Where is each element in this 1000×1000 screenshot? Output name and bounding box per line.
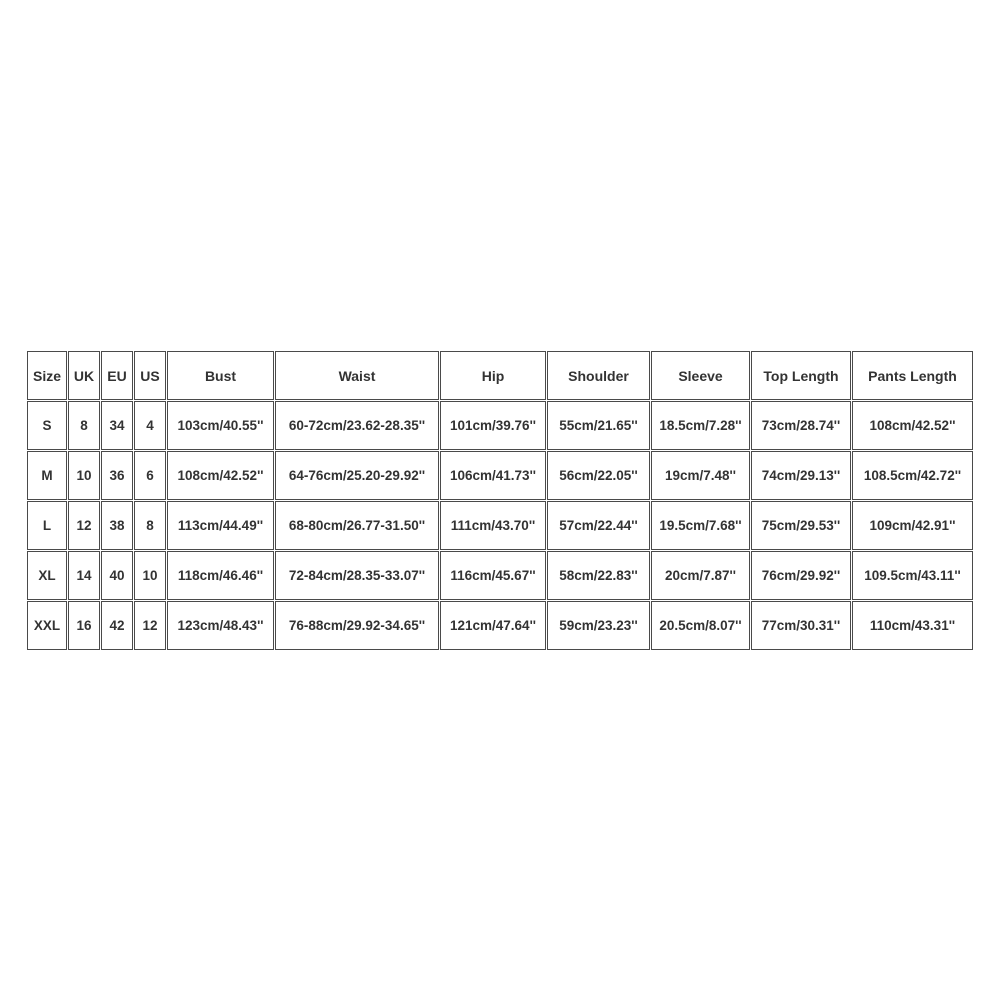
column-header-shoulder: Shoulder	[547, 351, 650, 400]
cell-xxl-sleeve: 20.5cm/8.07''	[651, 601, 750, 650]
cell-l-pants-length: 109cm/42.91''	[852, 501, 973, 550]
cell-l-size: L	[27, 501, 67, 550]
table-row-m	[27, 451, 973, 500]
cell-xl-size: XL	[27, 551, 67, 600]
table-row-l	[27, 501, 973, 550]
cell-xl-us: 10	[134, 551, 166, 600]
cell-l-sleeve: 19.5cm/7.68''	[651, 501, 750, 550]
cell-s-top-length: 73cm/28.74''	[751, 401, 851, 450]
cell-xl-bust: 118cm/46.46''	[167, 551, 274, 600]
cell-l-uk: 12	[68, 501, 100, 550]
cell-s-sleeve: 18.5cm/7.28''	[651, 401, 750, 450]
cell-s-waist: 60-72cm/23.62-28.35''	[275, 401, 439, 450]
column-header-sleeve: Sleeve	[651, 351, 750, 400]
cell-xxl-size: XXL	[27, 601, 67, 650]
size-chart-header	[27, 351, 973, 400]
size-chart-table	[26, 350, 974, 651]
cell-xl-waist: 72-84cm/28.35-33.07''	[275, 551, 439, 600]
column-header-size: Size	[27, 351, 67, 400]
cell-xxl-top-length: 77cm/30.31''	[751, 601, 851, 650]
cell-l-us: 8	[134, 501, 166, 550]
table-row-xxl	[27, 601, 973, 650]
column-header-waist: Waist	[275, 351, 439, 400]
cell-m-bust: 108cm/42.52''	[167, 451, 274, 500]
cell-xxl-us: 12	[134, 601, 166, 650]
column-header-top-length: Top Length	[751, 351, 851, 400]
cell-l-top-length: 75cm/29.53''	[751, 501, 851, 550]
cell-m-shoulder: 56cm/22.05''	[547, 451, 650, 500]
cell-s-eu: 34	[101, 401, 133, 450]
cell-xxl-bust: 123cm/48.43''	[167, 601, 274, 650]
cell-s-size: S	[27, 401, 67, 450]
cell-l-hip: 111cm/43.70''	[440, 501, 546, 550]
cell-xl-shoulder: 58cm/22.83''	[547, 551, 650, 600]
cell-s-us: 4	[134, 401, 166, 450]
cell-m-pants-length: 108.5cm/42.72''	[852, 451, 973, 500]
cell-s-shoulder: 55cm/21.65''	[547, 401, 650, 450]
column-header-bust: Bust	[167, 351, 274, 400]
cell-s-uk: 8	[68, 401, 100, 450]
column-header-hip: Hip	[440, 351, 546, 400]
column-header-us: US	[134, 351, 166, 400]
cell-m-uk: 10	[68, 451, 100, 500]
cell-s-hip: 101cm/39.76''	[440, 401, 546, 450]
table-row-xl	[27, 551, 973, 600]
cell-xl-top-length: 76cm/29.92''	[751, 551, 851, 600]
cell-l-waist: 68-80cm/26.77-31.50''	[275, 501, 439, 550]
size-chart-body	[27, 401, 973, 650]
table-row-s	[27, 401, 973, 450]
cell-l-shoulder: 57cm/22.44''	[547, 501, 650, 550]
cell-xl-pants-length: 109.5cm/43.11''	[852, 551, 973, 600]
column-header-eu: EU	[101, 351, 133, 400]
column-header-pants-length: Pants Length	[852, 351, 973, 400]
cell-m-hip: 106cm/41.73''	[440, 451, 546, 500]
cell-xxl-pants-length: 110cm/43.31''	[852, 601, 973, 650]
cell-xxl-eu: 42	[101, 601, 133, 650]
cell-xxl-waist: 76-88cm/29.92-34.65''	[275, 601, 439, 650]
cell-m-top-length: 74cm/29.13''	[751, 451, 851, 500]
cell-m-waist: 64-76cm/25.20-29.92''	[275, 451, 439, 500]
cell-xl-hip: 116cm/45.67''	[440, 551, 546, 600]
cell-m-us: 6	[134, 451, 166, 500]
cell-s-bust: 103cm/40.55''	[167, 401, 274, 450]
cell-xxl-hip: 121cm/47.64''	[440, 601, 546, 650]
cell-xl-eu: 40	[101, 551, 133, 600]
cell-l-eu: 38	[101, 501, 133, 550]
cell-xxl-shoulder: 59cm/23.23''	[547, 601, 650, 650]
cell-xl-uk: 14	[68, 551, 100, 600]
cell-s-pants-length: 108cm/42.52''	[852, 401, 973, 450]
size-chart-container	[26, 350, 974, 651]
cell-xl-sleeve: 20cm/7.87''	[651, 551, 750, 600]
column-header-uk: UK	[68, 351, 100, 400]
header-row	[27, 351, 973, 400]
cell-m-size: M	[27, 451, 67, 500]
cell-m-eu: 36	[101, 451, 133, 500]
cell-l-bust: 113cm/44.49''	[167, 501, 274, 550]
cell-m-sleeve: 19cm/7.48''	[651, 451, 750, 500]
cell-xxl-uk: 16	[68, 601, 100, 650]
